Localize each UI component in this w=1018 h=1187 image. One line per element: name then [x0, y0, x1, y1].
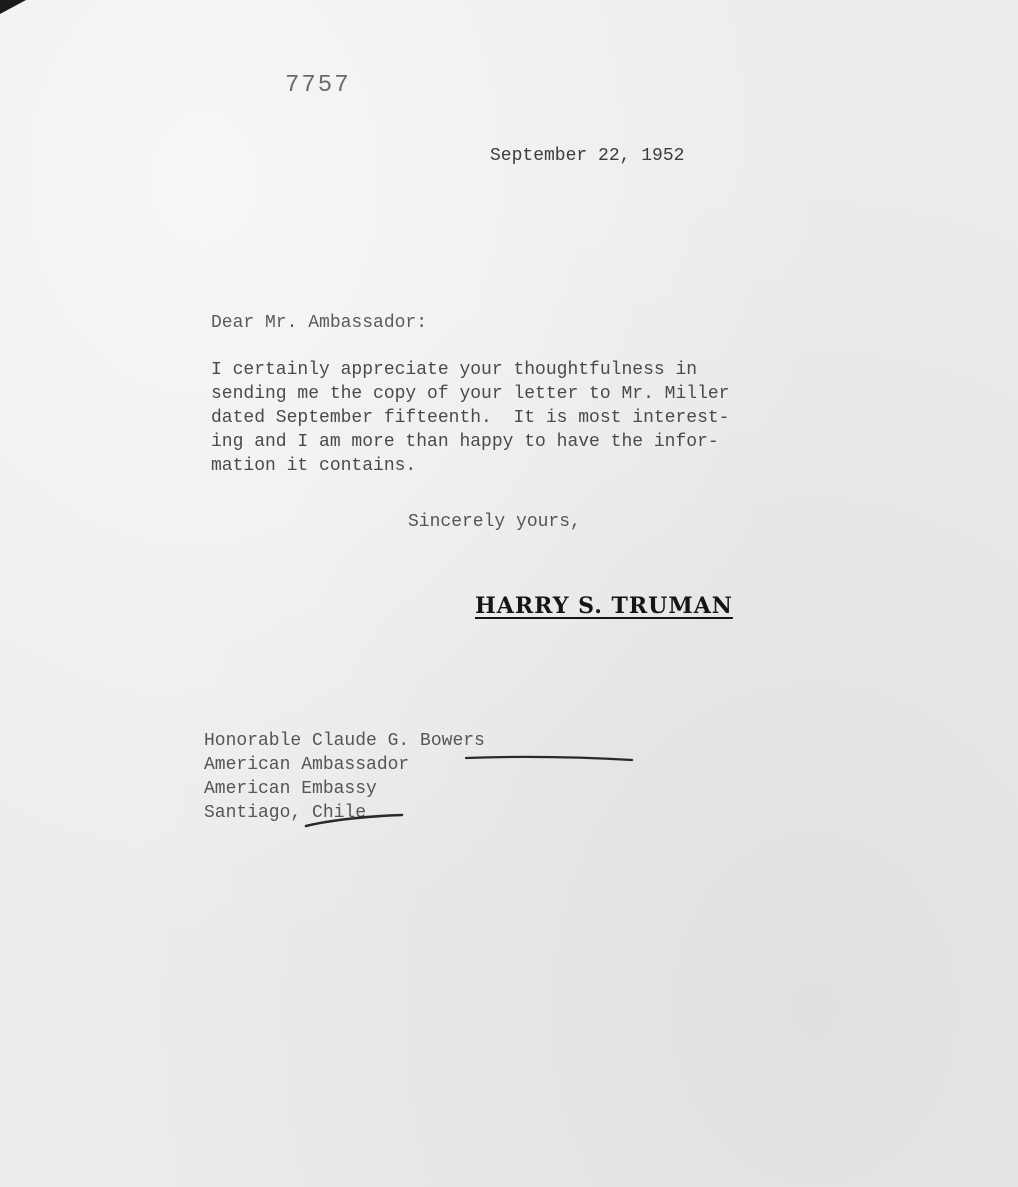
address-line: Santiago, Chile — [204, 803, 367, 823]
body-line: mation it contains. — [211, 456, 417, 476]
body-line: dated September fifteenth. It is most interest- — [211, 408, 730, 428]
address-line: Honorable Claude G. Bowers — [204, 731, 485, 751]
signature-block: HARRY S. TRUMAN — [475, 593, 733, 619]
body-line: ing and I am more than happy to have the infor- — [211, 432, 719, 452]
letter-date: September 22, 1952 — [490, 146, 685, 166]
pen-underline-ambassador — [466, 757, 632, 760]
salutation: Dear Mr. Ambassador: — [211, 313, 428, 333]
address-line: American Ambassador — [204, 755, 410, 775]
address-line: American Embassy — [204, 779, 377, 799]
closing: Sincerely yours, — [408, 512, 581, 532]
body-line: I certainly appreciate your thoughtfulness in — [211, 360, 698, 380]
body-line: sending me the copy of your letter to Mr. Miller — [211, 384, 730, 404]
pen-underline-chile — [306, 815, 402, 826]
file-number: 7757 — [285, 72, 351, 99]
